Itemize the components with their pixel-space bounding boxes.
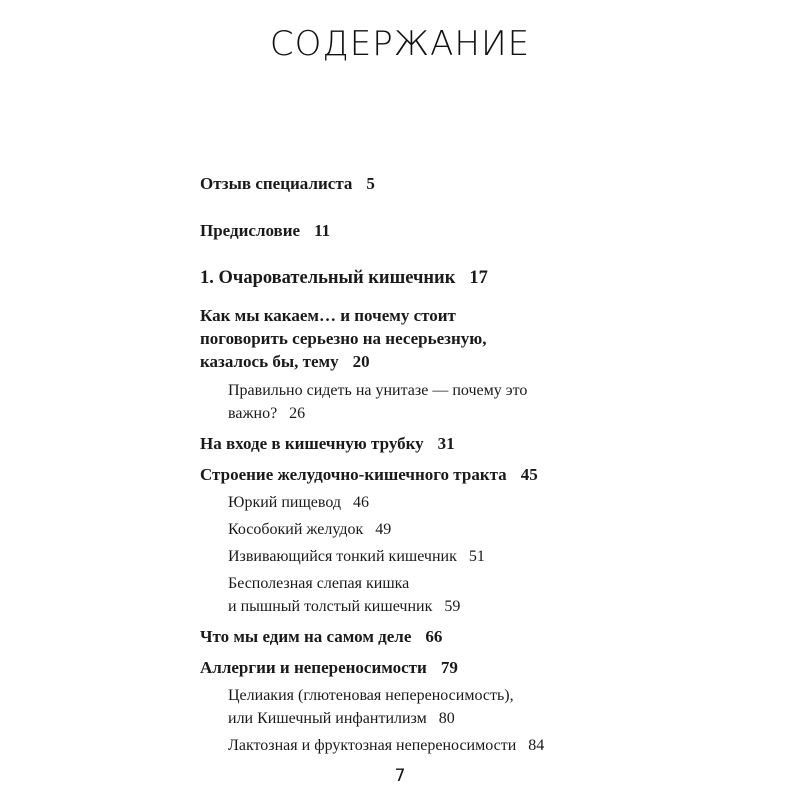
toc-entry-preface: [200, 219, 330, 242]
toc-entry-line: 1. Очаровательный кишечник 17: [200, 268, 488, 288]
toc-entry-line: Что мы едим на самом деле 66: [200, 627, 443, 646]
toc-entry-line: поговорить серьезно на несерьезную,: [200, 329, 487, 348]
page-title: СОДЕРЖАНИЕ: [269, 24, 531, 64]
toc-entry-line: Юркий пищевод 46: [228, 494, 370, 511]
toc-entry-line: Кособокий желудок 49: [228, 521, 392, 538]
toc-page-number: 51: [468, 548, 485, 565]
toc-page-number: 11: [314, 221, 331, 240]
toc-page-number: 79: [440, 658, 458, 677]
toc-entry-line: Предисловие 11: [200, 221, 331, 240]
toc-page-number: 66: [425, 627, 443, 646]
toc-page-number: 31: [437, 434, 455, 453]
toc-page-number: 5: [366, 174, 375, 193]
toc-section-entrance: [200, 432, 455, 455]
toc-chapter-1: [200, 267, 488, 290]
toc-page-number: 20: [352, 352, 370, 371]
toc-page-number: 17: [469, 268, 488, 288]
toc-page-number: 80: [438, 710, 455, 727]
toc-page-number: 59: [444, 598, 461, 615]
toc-entry-line: Извивающийся тонкий кишечник 51: [228, 548, 485, 565]
toc-subsection-toilet-sitting: [228, 379, 527, 425]
toc-section-allergies: [200, 656, 458, 679]
toc-page-number: 46: [353, 494, 370, 511]
toc-entry-line: Целиакия (глютеновая непереносимость),: [228, 687, 514, 704]
toc-entry-line: Лактозная и фруктозная непереносимости 84: [228, 737, 545, 754]
toc-entry-line: Как мы какаем… и почему стоит: [200, 306, 456, 325]
toc-subsection-stomach: [228, 518, 391, 541]
toc-subsection-celiac: [228, 684, 514, 730]
toc-subsection-cecum-colon: [228, 572, 460, 618]
toc-entry-line: или Кишечный инфантилизм 80: [228, 710, 455, 727]
toc-entry-line: Строение желудочно-кишечного тракта 45: [200, 465, 538, 484]
toc-entry-line: важно? 26: [228, 405, 306, 422]
toc-entry-line: казалось бы, тему 20: [200, 352, 370, 371]
toc-entry-line: Правильно сидеть на унитазе — почему это: [228, 382, 528, 399]
page-number: 7: [394, 766, 406, 786]
toc-section-how-we-poop: [200, 304, 487, 373]
toc-entry-line: Аллергии и непереносимости 79: [200, 658, 458, 677]
toc-page-number: 45: [520, 465, 538, 484]
toc-entry-line: Бесполезная слепая кишка: [228, 575, 410, 592]
toc-page-number: 49: [375, 521, 392, 538]
toc-page-number: 26: [289, 405, 306, 422]
toc-subsection-small-intestine: [228, 545, 485, 568]
toc-entry-specialist-review: [200, 172, 375, 195]
toc-subsection-esophagus: [228, 491, 369, 514]
toc-subsection-lactose-fructose: [228, 734, 544, 757]
toc-page-number: 84: [528, 737, 545, 754]
toc-section-what-we-eat: [200, 625, 442, 648]
toc-section-gi-structure: [200, 463, 538, 486]
toc-entry-line: На входе в кишечную трубку 31: [200, 434, 455, 453]
toc-entry-line: и пышный толстый кишечник 59: [228, 598, 461, 615]
toc-entry-line: Отзыв специалиста 5: [200, 174, 375, 193]
